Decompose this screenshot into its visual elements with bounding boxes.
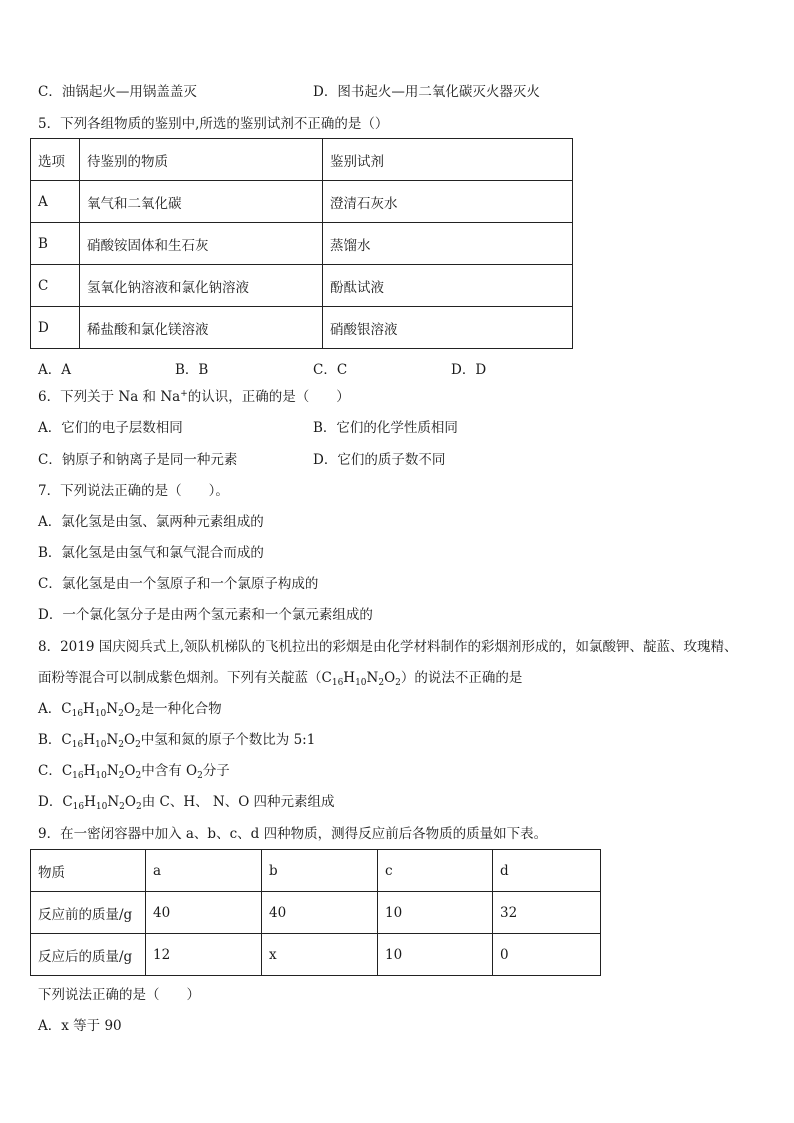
q6-stem-post: 的认识，正确的是（ ） <box>187 389 350 405</box>
table-cell: 蒸馏水 <box>323 223 573 265</box>
q8-option-d-post: 由 C、H、 N、O 四种元素组成 <box>141 794 335 810</box>
q9-header-cell: a <box>146 850 262 892</box>
table-row <box>31 892 601 934</box>
formula-n-sub: 2 <box>118 740 124 750</box>
q8-option-a-post: 是一种化合物 <box>140 701 222 717</box>
formula-h-sub: 10 <box>94 740 107 750</box>
q9-table <box>30 849 601 976</box>
q9-header-cell: d <box>493 850 601 892</box>
table-cell: 稀盐酸和氯化镁溶液 <box>80 307 323 349</box>
formula-n-sub: 2 <box>118 771 125 781</box>
q6-option-a: A．它们的电子层数相同 <box>38 420 183 436</box>
q8-option-b-post: 中氢和氮的原子个数比为 5:1 <box>140 732 316 748</box>
q8-option-a-pre: A．C <box>38 701 72 717</box>
q7-option-b: B．氯化氢是由氢气和氯气混合而成的 <box>38 545 264 561</box>
q8-option-b-pre: B．C <box>38 732 72 748</box>
table-row <box>31 223 573 265</box>
q9-table-header <box>31 850 601 892</box>
formula-h-sub: 10 <box>95 802 108 812</box>
table-cell: B <box>31 223 80 265</box>
q8-option-c-pre: C．C <box>38 763 73 779</box>
q6-charge: + <box>180 389 188 399</box>
q6-option-d: D．它们的质子数不同 <box>313 452 446 468</box>
table-row <box>31 307 573 349</box>
table-row <box>31 265 573 307</box>
formula-o-sub: 2 <box>135 740 141 750</box>
formula-c-sub: 16 <box>71 709 84 719</box>
q4-option-c: C．油锅起火—用锅盖盖灭 <box>38 84 197 100</box>
q9-header-cell: c <box>378 850 493 892</box>
table-cell: 10 <box>378 892 493 934</box>
q5-option-c: C．C <box>313 362 348 378</box>
q8-option-b: B．$C_{16}H_{10}N_2O_2$中氢和氮的原子个数比为 5:1 <box>38 732 316 750</box>
formula-o-sub: 2 <box>135 802 142 812</box>
table-cell: 反应后的质量/g <box>31 934 146 976</box>
q5-table <box>30 138 573 349</box>
q8-option-c: C．$C_{16}H_{10}N_2O_2$中含有 $O_2$分子 <box>38 763 230 781</box>
formula-h-sub: 10 <box>95 771 107 781</box>
table-cell: 32 <box>493 892 601 934</box>
table-cell: 40 <box>262 892 378 934</box>
table-cell: 12 <box>146 934 262 976</box>
table-row <box>31 934 601 976</box>
formula-h-sub: 10 <box>94 709 107 719</box>
q7-option-a: A．氯化氢是由氢、氯两种元素组成的 <box>38 514 264 530</box>
q7-stem: 7．下列说法正确的是（ ）。 <box>38 483 229 499</box>
q9-header-cell: 物质 <box>31 850 146 892</box>
table-cell: D <box>31 307 80 349</box>
formula-c-sub: 16 <box>72 802 85 812</box>
q6-option-c: C．钠原子和钠离子是同一种元素 <box>38 452 238 468</box>
formula-c-sub: 16 <box>71 740 84 750</box>
q6-stem-pre: 6．下列关于 Na 和 Na <box>38 389 181 405</box>
q8-stem-line2-pre: 面粉等混合可以制成紫色烟剂。下列有关靛蓝（C <box>38 670 332 686</box>
formula-c-sub: 16 <box>72 771 84 781</box>
q5-header-cell: 选项 <box>31 139 80 181</box>
q8-stem-line1: 8．2019 国庆阅兵式上,领队机梯队的飞机拉出的彩烟是由化学材料制作的彩烟剂形成的，如氯酸钾、靛蓝、玫瑰精、 <box>38 639 738 655</box>
table-cell: 40 <box>146 892 262 934</box>
q5-header-cell: 鉴别试剂 <box>323 139 573 181</box>
formula-c-sub: 16 <box>331 678 344 688</box>
q5-stem: 5．下列各组物质的鉴别中,所选的鉴别试剂不正确的是（） <box>38 116 389 132</box>
table-cell: 酚酞试液 <box>323 265 573 307</box>
table-cell: 氢氧化钠溶液和氯化钠溶液 <box>80 265 323 307</box>
table-row <box>31 181 573 223</box>
formula-o-sub: 2 <box>134 709 141 719</box>
formula-n-sub: 2 <box>118 709 124 719</box>
formula-h-sub: 10 <box>355 678 367 688</box>
table-cell: x <box>262 934 378 976</box>
table-cell: 反应前的质量/g <box>31 892 146 934</box>
table-cell: 硝酸铵固体和生石灰 <box>80 223 323 265</box>
q9-header-cell: b <box>262 850 378 892</box>
q5-option-a: A．A <box>38 362 71 378</box>
q9-option-a: A．x 等于 90 <box>38 1018 122 1034</box>
q7-option-c: C．氯化氢是由一个氢原子和一个氯原子构成的 <box>38 576 319 592</box>
q6-stem <box>38 388 350 406</box>
q8-stem-line2-post: ）的说法不正确的是 <box>400 670 523 686</box>
formula-o-sub: 2 <box>135 771 142 781</box>
o2-sub: 2 <box>197 771 203 781</box>
table-cell: 澄清石灰水 <box>323 181 573 223</box>
q6-option-b: B．它们的化学性质相同 <box>313 420 458 436</box>
q4-option-d: D．图书起火—用二氧化碳灭火器灭火 <box>313 84 540 100</box>
q5-option-b: B．B <box>175 362 209 378</box>
formula-o-sub: 2 <box>395 678 401 688</box>
q7-option-d: D．一个氯化氢分子是由两个氢元素和一个氯元素组成的 <box>38 607 373 623</box>
table-cell: A <box>31 181 80 223</box>
table-cell: 氧气和二氧化碳 <box>80 181 323 223</box>
table-cell: 硝酸银溶液 <box>323 307 573 349</box>
q8-option-a: A．$C_{16}H_{10}N_2O_2$是一种化合物 <box>38 701 222 719</box>
table-cell: C <box>31 265 80 307</box>
q9-after-table: 下列说法正确的是（ ） <box>38 987 200 1003</box>
formula-n-sub: 2 <box>378 678 385 688</box>
q8-option-d-pre: D．C <box>38 794 73 810</box>
table-cell: 0 <box>493 934 601 976</box>
q8-option-d: D．$C_{16}H_{10}N_2O_2$由 C、H、 N、O 四种元素组成 <box>38 794 335 812</box>
q8-option-c-tail: 分子 <box>202 763 230 779</box>
q5-table-header <box>31 139 573 181</box>
q5-header-cell: 待鉴别的物质 <box>80 139 323 181</box>
q5-option-d: D．D <box>451 362 487 378</box>
q8-option-c-post: 中含有 O <box>141 763 198 779</box>
formula-n-sub: 2 <box>119 802 125 812</box>
table-cell: 10 <box>378 934 493 976</box>
q9-stem: 9．在一密闭容器中加入 a、b、c、d 四种物质，测得反应前后各物质的质量如下表。 <box>38 826 548 842</box>
q8-stem-line2: 面粉等混合可以制成紫色烟剂。下列有关靛蓝$(C_{16}H_{10}N_2O_2)$的说法不正确的是 <box>38 670 523 688</box>
